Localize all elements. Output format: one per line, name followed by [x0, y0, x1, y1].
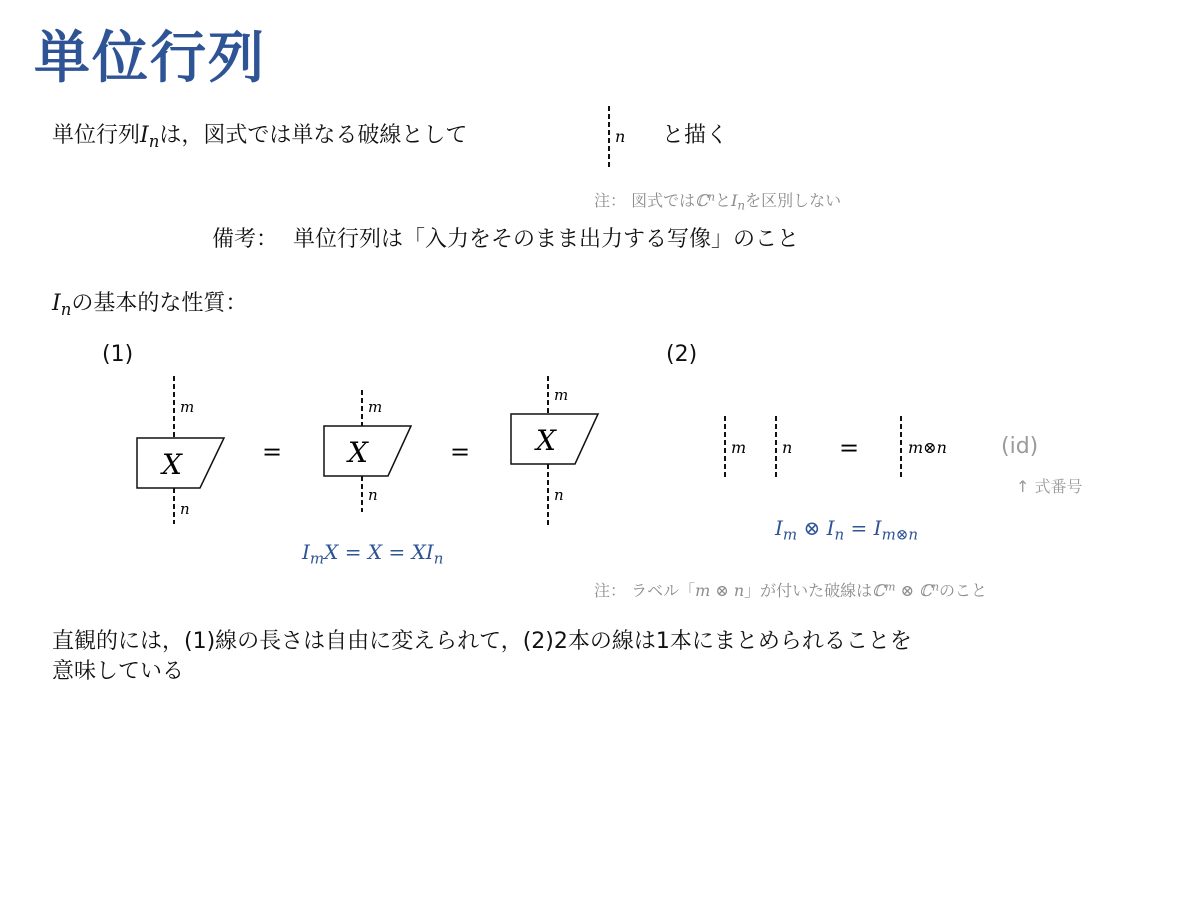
equation-tag-note: ↑ 式番号: [1016, 477, 1083, 496]
prop1-formula: $I_mX = X = XI_n$: [302, 540, 444, 568]
note-identify: [594, 188, 841, 213]
conclusion-line-2: 意味している: [52, 659, 185, 684]
note-label: [594, 578, 987, 601]
box-long-bottom: [511, 376, 598, 526]
label-m: m: [180, 398, 195, 416]
equals-1: =: [262, 438, 283, 466]
label-n: n: [554, 486, 564, 504]
properties-heading: [52, 286, 247, 319]
note2-middle: 」が付いた破線は: [744, 581, 873, 600]
box-short-top: [324, 390, 411, 512]
symbol-In-heading: $I_n$: [52, 291, 72, 319]
label-n: n: [368, 486, 378, 504]
remark-label: 備考：: [212, 227, 279, 252]
prop2-label: (2): [666, 342, 698, 367]
note2-prefix: 注： ラベル「: [594, 581, 696, 600]
label-n: n: [180, 500, 190, 518]
note1-suffix: を区別しない: [745, 191, 842, 210]
label-m: m: [368, 398, 383, 416]
equals-3: =: [839, 434, 860, 462]
symbol-Cm-otimes-Cn: ℂ$^m$ ⊗ ℂ$^n$: [872, 580, 940, 600]
wire-n-label: n: [782, 438, 793, 457]
wire-label-n: n: [615, 127, 626, 146]
prop2-diagram: [715, 412, 985, 487]
note1-mid: と: [715, 191, 732, 210]
identity-wire-diagram: [595, 102, 635, 172]
prop1-label: (1): [102, 342, 134, 367]
wire-mn-label: m⊗n: [908, 438, 947, 457]
box-X-label: X: [536, 424, 556, 457]
symbol-In-note: $I_n$: [731, 191, 746, 213]
equation-tag: (id): [1001, 434, 1039, 459]
properties-heading-text: の基本的な性質：: [71, 291, 248, 316]
intro-text-after: は，図式では単なる破線として: [159, 123, 468, 148]
equals-2: =: [450, 438, 471, 466]
label-m: m: [554, 386, 569, 404]
prop2-formula: $I_m$ ⊗ $I_n = I_{m\otimes n}$: [775, 516, 919, 544]
remark-text: 単位行列は「入力をそのまま出力する写像」のこと: [293, 227, 800, 252]
note1-prefix: 注： 図式では: [594, 191, 696, 210]
intro-text-before: 単位行列: [52, 123, 141, 148]
draw-text: と描く: [662, 123, 729, 148]
wire-m-label: m: [731, 438, 747, 457]
note2-suffix: のこと: [939, 581, 988, 600]
note2-label: m ⊗ n: [695, 581, 745, 600]
box-X-label: X: [348, 436, 368, 469]
symbol-Cn: ℂ$^n$: [695, 190, 716, 210]
prop1-diagram: [120, 372, 620, 532]
page-title: 単位行列: [34, 26, 266, 91]
symbol-In: $I_n$: [140, 123, 160, 151]
identity-intro: [52, 118, 467, 151]
conclusion-line-1: 直観的には，(1)線の長さは自由に変えられて，(2)2本の線は1本にまとめられることを: [52, 629, 912, 654]
box-X-label: X: [162, 448, 182, 481]
box-centered: [137, 376, 224, 524]
remark: [212, 222, 799, 253]
